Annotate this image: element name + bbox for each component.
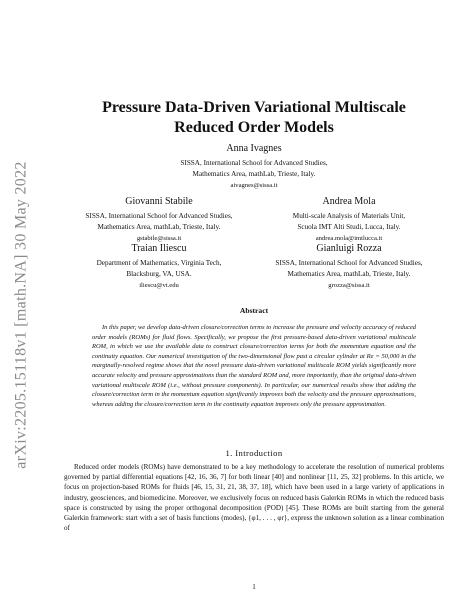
author-name: Traian Iliescu [131, 243, 187, 254]
author-rozza [254, 242, 444, 291]
author-mola [254, 195, 444, 244]
author-name: Andrea Mola [322, 196, 376, 207]
author-affiliation: Mathematics Area, mathLab, Trieste, Italy. [287, 270, 411, 278]
arxiv-id-text: arXiv:2205.15118v1 [math.NA] 30 May 2022 [13, 161, 30, 469]
paper-title [64, 98, 444, 138]
author-name: Anna Ivagnes [226, 143, 282, 154]
author-iliescu [64, 242, 254, 291]
author-ivagnes [134, 142, 374, 191]
author-affiliation: Mathematics Area, mathLab, Trieste, Italy. [192, 170, 316, 178]
author-affiliation: Multi-scale Analysis of Materials Unit, [292, 212, 406, 220]
author-name: Giovanni Stabile [125, 196, 193, 207]
author-email[interactable]: gstabile@sissa.it [136, 235, 182, 242]
author-email[interactable]: aivagnes@sissa.it [230, 182, 278, 189]
author-affiliation: SISSA, International School for Advanced Studies, [180, 159, 328, 167]
author-email[interactable]: andrea.mola@imtlucca.it [315, 235, 383, 242]
abstract-heading: Abstract [239, 306, 269, 315]
title-line-1: Pressure Data-Driven Variational Multiscale [102, 99, 406, 116]
author-email[interactable]: iliescu@vt.edu [139, 282, 179, 289]
title-line-2: Reduced Order Models [174, 119, 334, 136]
author-stabile [64, 195, 254, 244]
author-affiliation: Scuola IMT Alti Studi, Lucca, Italy. [297, 223, 401, 231]
author-affiliation: Department of Mathematics, Virginia Tech, [96, 259, 222, 267]
section-heading-introduction: 1. Introduction [225, 448, 283, 458]
author-affiliation: Mathematics Area, mathLab, Trieste, Italy. [97, 223, 221, 231]
introduction-paragraph: Reduced order models (ROMs) have demonstrated to be a key methodology to accelerate the resolution of numerical problems governed by partial differential equations [42, 16, 36, 7] for both linear [40] and nonlinear [11, 25, 32] problems. In this article, we focus on projection-based ROMs for fluids [46, 15, 31, 21, 38, 37, 18], which have been used in a large variety of applications in industry, geosciences, and biomedicine. Moreover, we exclusively focus on reduced basis Galerkin ROMs in which the reduced basis space is constructed by using the proper orthogonal decomposition (POD) [45]. These ROMs are built starting from the general Galerkin framework: start with a set of basis functions (modes), {φ1, . . . , φr}, express the unknown solution as a linear combination of [64, 463, 444, 533]
author-name: Gianluigi Rozza [316, 243, 382, 254]
author-affiliation: SISSA, International School for Advanced Studies, [275, 259, 423, 267]
arxiv-identifier [8, 150, 36, 480]
author-affiliation: SISSA, International School for Advanced Studies, [85, 212, 233, 220]
author-email[interactable]: grozza@sissa.it [328, 282, 370, 289]
author-affiliation: Blacksburg, VA, USA. [126, 270, 192, 278]
page-number: 1 [252, 583, 256, 591]
abstract-text: In this paper, we develop data-driven closure/correction terms to increase the pressure and velocity accuracy of reduced order models (ROMs) for fluid flows. Specifically, we propose the first pressure-based data-driven variational multiscale ROM, in which we use the available data to construct closure/correction terms for both the momentum equation and the continuity equation. Our numerical investigation of the two-dimensional flow past a circular cylinder at Re = 50,000 in the marginally-resolved regime shows that the novel pressure data-driven variational multiscale ROM yields significantly more accurate velocity and pressure approximations than the standard ROM and, more importantly, than the original data-driven variational multiscale ROM (i.e., without pressure components). In particular, our numerical results show that adding the closure/correction term in the momentum equation significantly improves both the velocity and the pressure approximations, whereas adding the closure/correction term in the continuity equation improves only the pressure approximation. [92, 324, 416, 408]
